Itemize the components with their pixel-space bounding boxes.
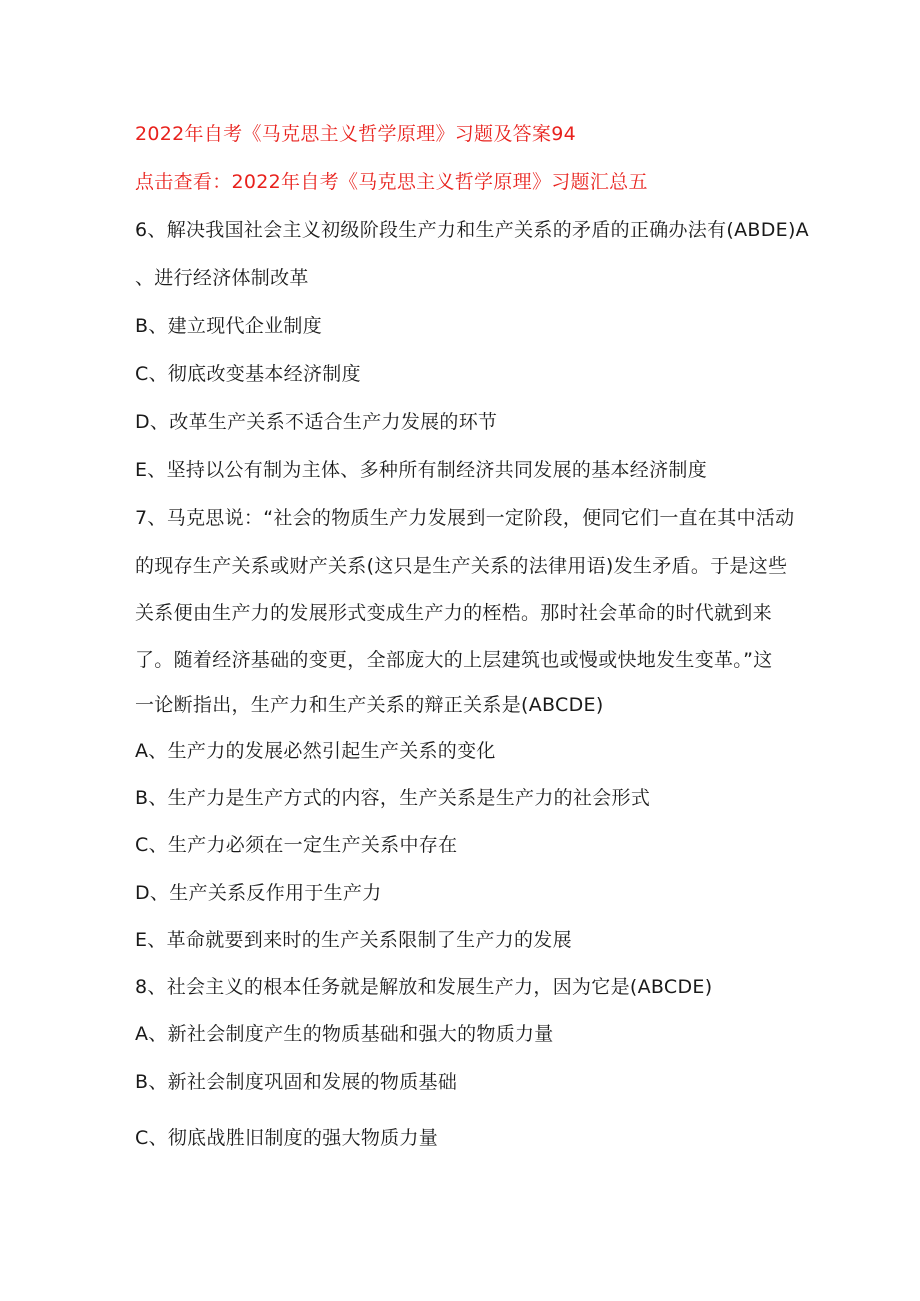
text-line: A、生产力的发展必然引起生产关系的变化 bbox=[135, 740, 496, 762]
text-line: B、生产力是生产方式的内容，生产关系是生产力的社会形式 bbox=[135, 787, 651, 809]
text-line: 7、马克思说：“社会的物质生产力发展到一定阶段，便同它们一直在其中活动 bbox=[135, 507, 795, 529]
text-line: 一论断指出，生产力和生产关系的辩正关系是(ABCDE) bbox=[135, 694, 604, 716]
text-line: B、建立现代企业制度 bbox=[135, 315, 323, 337]
text-line: D、生产关系反作用于生产力 bbox=[135, 882, 382, 904]
text-line: C、生产力必须在一定生产关系中存在 bbox=[135, 834, 458, 856]
text-line: 6、解决我国社会主义初级阶段生产力和生产关系的矛盾的正确办法有(ABDE)A bbox=[135, 219, 809, 241]
text-line: C、彻底改变基本经济制度 bbox=[135, 363, 361, 385]
text-line: B、新社会制度巩固和发展的物质基础 bbox=[135, 1071, 458, 1093]
text-line: 、进行经济体制改革 bbox=[135, 267, 309, 289]
text-line: E、革命就要到来时的生产关系限制了生产力的发展 bbox=[135, 929, 572, 951]
text-line: A、新社会制度产生的物质基础和强大的物质力量 bbox=[135, 1023, 554, 1045]
document-title: 2022年自考《马克思主义哲学原理》习题及答案94 bbox=[135, 123, 577, 145]
text-line: 8、社会主义的根本任务就是解放和发展生产力，因为它是(ABCDE) bbox=[135, 976, 713, 998]
text-line: C、彻底战胜旧制度的强大物质力量 bbox=[135, 1127, 439, 1149]
text-line: 的现存生产关系或财产关系(这只是生产关系的法律用语)发生矛盾。于是这些 bbox=[135, 555, 788, 577]
text-line: E、坚持以公有制为主体、多种所有制经济共同发展的基本经济制度 bbox=[135, 459, 708, 481]
text-line: 关系便由生产力的发展形式变成生产力的桎梏。那时社会革命的时代就到来 bbox=[135, 602, 772, 624]
text-line: D、改革生产关系不适合生产力发展的环节 bbox=[135, 411, 498, 433]
summary-link[interactable]: 点击查看：2022年自考《马克思主义哲学原理》习题汇总五 bbox=[135, 171, 648, 193]
text-line: 了。随着经济基础的变更，全部庞大的上层建筑也或慢或快地发生变革。”这 bbox=[135, 649, 773, 671]
